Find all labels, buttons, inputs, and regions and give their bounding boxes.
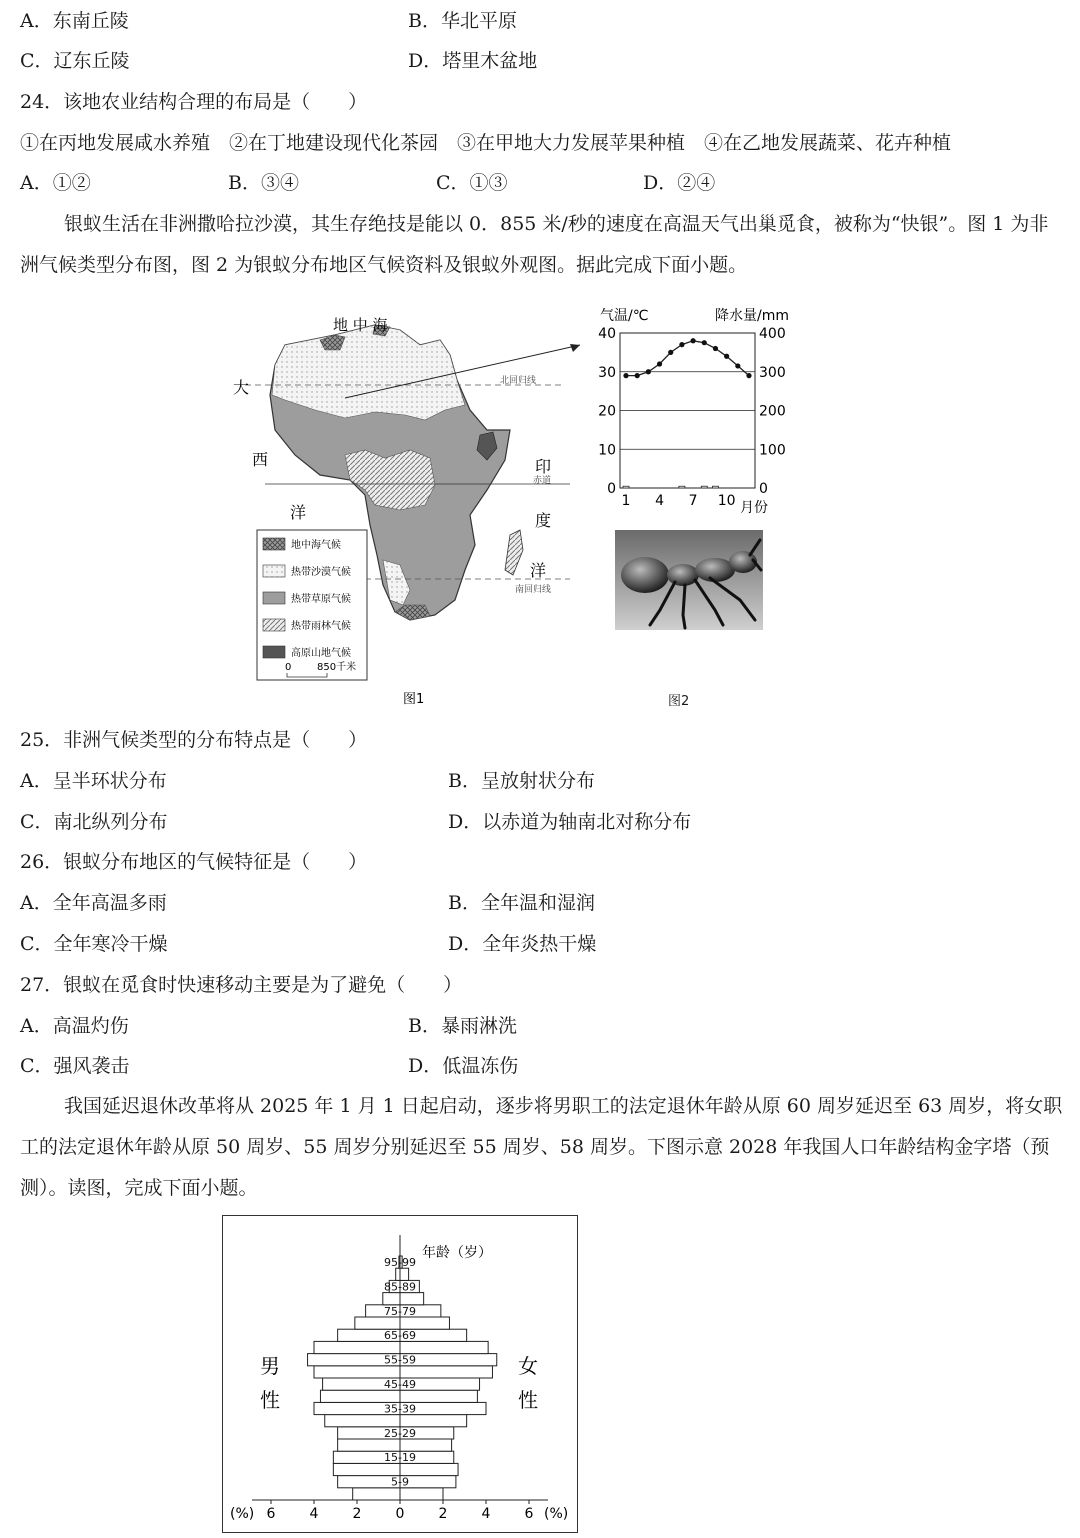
pyramid-x-tick: 6 bbox=[266, 1506, 276, 1522]
climate-y-tick: 10 bbox=[598, 442, 616, 459]
pyramid-pct-left: (%) bbox=[230, 1506, 255, 1522]
ant-intro-paragraph: 银蚁生活在非洲撒哈拉沙漠，其生存绝技是能以 0．855 米/秒的速度在高温天气出巢觅食，被称为“快银”。图 1 为非洲气候类型分布图，图 2 为银蚁分布地区气候资料及银蚁外观图。据此完成下面小题。 bbox=[20, 213, 1049, 276]
precipitation-bar bbox=[712, 486, 718, 488]
temperature-point bbox=[657, 361, 662, 366]
legend-label-rainforest: 热带雨林气候 bbox=[291, 621, 351, 632]
female-bar bbox=[400, 1463, 458, 1475]
q27-option-c[interactable]: C．强风袭击 bbox=[20, 1055, 130, 1077]
label-equator: 赤道 bbox=[533, 476, 552, 486]
male-bar bbox=[320, 1390, 400, 1402]
figure2-caption: 图2 bbox=[668, 694, 690, 709]
female-bar bbox=[400, 1390, 477, 1402]
label-yin: 印 bbox=[535, 457, 552, 476]
q25-option-b[interactable]: B．呈放射状分布 bbox=[448, 770, 595, 792]
q24-items: ①在丙地发展咸水养殖 ②在丁地建设现代化茶园 ③在甲地大力发展苹果种植 ④在乙地发展蔬菜、花卉种植 bbox=[20, 132, 952, 154]
q25-option-c[interactable]: C．南北纵列分布 bbox=[20, 811, 168, 833]
climate-y-tick: 30 bbox=[598, 364, 616, 381]
pyramid-pct-right: (%) bbox=[544, 1506, 569, 1522]
q26-option-c[interactable]: C．全年寒冷干燥 bbox=[20, 933, 168, 955]
temperature-point bbox=[679, 342, 684, 347]
temperature-point bbox=[735, 363, 740, 368]
temperature-point bbox=[690, 338, 695, 343]
pyramid-x-tick: 0 bbox=[395, 1506, 405, 1522]
female-bar bbox=[400, 1366, 492, 1378]
male-bar bbox=[353, 1488, 400, 1500]
pyramid-female-1: 女 bbox=[518, 1354, 538, 1378]
male-bar bbox=[396, 1268, 400, 1280]
climate-x-tick: 1 bbox=[621, 493, 631, 509]
female-bar bbox=[400, 1341, 488, 1353]
q24-option-c[interactable]: C．①③ bbox=[436, 172, 508, 194]
legend-label-highland: 高原山地气候 bbox=[291, 648, 351, 659]
temperature-point bbox=[713, 346, 718, 351]
climate-y2-tick: 300 bbox=[759, 364, 786, 381]
q26-option-b[interactable]: B．全年温和湿润 bbox=[448, 892, 595, 914]
age-group-label: 95-99 bbox=[384, 1256, 416, 1269]
silver-ant-photo bbox=[615, 530, 763, 630]
q27-option-a[interactable]: A．高温灼伤 bbox=[20, 1015, 129, 1037]
climate-y2-tick: 0 bbox=[759, 481, 768, 497]
pyramid-x-tick: 6 bbox=[524, 1506, 534, 1522]
climate-chart bbox=[595, 300, 810, 520]
climate-grid bbox=[620, 333, 755, 488]
male-bar bbox=[333, 1463, 400, 1475]
population-pyramid bbox=[222, 1215, 578, 1533]
legend-swatch-desert bbox=[263, 565, 285, 577]
male-bar bbox=[338, 1439, 400, 1451]
legend-swatch-savanna bbox=[263, 592, 285, 604]
precipitation-bar bbox=[623, 486, 629, 488]
pyramid-male-1: 男 bbox=[260, 1354, 280, 1378]
female-bar bbox=[400, 1317, 449, 1329]
temperature-point bbox=[702, 340, 707, 345]
climate-left-title: 气温/℃ bbox=[600, 308, 649, 324]
male-bar bbox=[314, 1366, 400, 1378]
arrow-head-icon bbox=[570, 344, 580, 352]
pyramid-age-title: 年龄（岁） bbox=[422, 1245, 492, 1261]
climate-x-tick: 10 bbox=[717, 493, 736, 509]
q23-option-b[interactable]: B．华北平原 bbox=[408, 10, 517, 32]
age-group-label: 5-9 bbox=[391, 1475, 409, 1489]
male-bar bbox=[383, 1293, 400, 1305]
age-group-label: 65-69 bbox=[384, 1329, 416, 1343]
climate-y-tick: 40 bbox=[598, 326, 616, 342]
legend-label-mediterranean: 地中海气候 bbox=[291, 540, 341, 551]
male-bar bbox=[325, 1415, 400, 1427]
q25-option-a[interactable]: A．呈半环状分布 bbox=[20, 770, 167, 792]
climate-y2-tick: 400 bbox=[759, 326, 786, 342]
temperature-point bbox=[623, 373, 628, 378]
legend-swatch-rainforest bbox=[263, 619, 285, 631]
scale-label: 850千米 bbox=[317, 662, 357, 673]
q24-option-a[interactable]: A．①② bbox=[20, 172, 91, 194]
female-bar bbox=[400, 1268, 409, 1280]
q24-option-b[interactable]: B．③④ bbox=[228, 172, 299, 194]
q27-option-d[interactable]: D．低温冻伤 bbox=[408, 1055, 519, 1077]
climate-x-tick: 7 bbox=[688, 493, 698, 509]
temperature-point bbox=[635, 373, 640, 378]
temperature-points bbox=[623, 338, 751, 378]
climate-y-tick: 0 bbox=[607, 481, 616, 497]
age-group-label: 75-79 bbox=[384, 1304, 416, 1318]
q26-stem: 26．银蚁分布地区的气候特征是（ ） bbox=[20, 851, 368, 873]
legend-swatch-highland bbox=[263, 646, 285, 658]
female-bar bbox=[400, 1488, 443, 1500]
q23-option-c[interactable]: C．辽东丘陵 bbox=[20, 50, 130, 72]
pyramid-x-tick: 2 bbox=[438, 1506, 448, 1522]
climate-x-tick: 4 bbox=[655, 493, 665, 509]
precipitation-bar bbox=[679, 486, 685, 488]
legend-swatch-mediterranean bbox=[263, 538, 285, 550]
label-yang: 洋 bbox=[290, 503, 307, 522]
climate-right-title: 降水量/mm bbox=[715, 308, 789, 324]
climate-x-unit: 月份 bbox=[740, 500, 768, 516]
q23-option-d[interactable]: D．塔里木盆地 bbox=[408, 50, 538, 72]
q23-option-a[interactable]: A．东南丘陵 bbox=[20, 10, 129, 32]
legend-label-savanna: 热带草原气候 bbox=[291, 594, 351, 605]
pyramid-x-tick: 2 bbox=[352, 1506, 362, 1522]
pyramid-female-2: 性 bbox=[518, 1388, 538, 1412]
precipitation-bar bbox=[701, 486, 707, 488]
label-tropic-south: 南回归线 bbox=[515, 585, 552, 595]
label-du: 度 bbox=[535, 511, 552, 530]
q25-option-d[interactable]: D．以赤道为轴南北对称分布 bbox=[448, 811, 692, 833]
temperature-point bbox=[668, 350, 673, 355]
legend-label-desert: 热带沙漠气候 bbox=[291, 567, 351, 578]
pyramid-male-2: 性 bbox=[260, 1388, 280, 1412]
female-bar bbox=[400, 1293, 424, 1305]
figure1-caption: 图1 bbox=[403, 692, 425, 707]
climate-tick-labels bbox=[598, 326, 786, 509]
female-bar bbox=[400, 1415, 467, 1427]
temperature-line bbox=[626, 341, 749, 376]
climate-y2-tick: 100 bbox=[759, 442, 786, 459]
pyramid-x-tick: 4 bbox=[481, 1506, 491, 1522]
age-group-label: 25-29 bbox=[384, 1426, 416, 1440]
age-group-label: 45-49 bbox=[384, 1378, 416, 1391]
female-bar bbox=[400, 1439, 452, 1451]
male-bar bbox=[355, 1317, 400, 1329]
male-bar bbox=[314, 1341, 400, 1353]
age-group-label: 15-19 bbox=[384, 1451, 416, 1465]
label-yang2: 洋 bbox=[530, 561, 547, 580]
age-group-label: 55-59 bbox=[384, 1353, 416, 1367]
q26-option-d[interactable]: D．全年炎热干燥 bbox=[448, 933, 597, 955]
population-intro-paragraph: 我国延迟退休改革将从 2025 年 1 月 1 日起启动，逐步将男职工的法定退休年龄从原 60 周岁延迟至 63 周岁，将女职工的法定退休年龄从原 50 周岁、55 周岁分别延迟至 55 周岁、58 周岁。下图示意 2028 年我国人口年龄结构金字塔（预测）。读图，完成下面小题。 bbox=[20, 1095, 1063, 1199]
q24-option-d[interactable]: D．②④ bbox=[643, 172, 716, 194]
africa-climate-map bbox=[225, 300, 605, 710]
q25-stem: 25．非洲气候类型的分布特点是（ ） bbox=[20, 729, 368, 751]
temperature-point bbox=[724, 354, 729, 359]
age-group-label: 35-39 bbox=[384, 1402, 416, 1416]
label-xi: 西 bbox=[252, 450, 269, 469]
climate-y-tick: 20 bbox=[598, 403, 616, 420]
madagascar bbox=[505, 530, 523, 575]
q26-option-a[interactable]: A．全年高温多雨 bbox=[20, 892, 167, 914]
pyramid-x-tick: 4 bbox=[309, 1506, 319, 1522]
rainforest-region bbox=[345, 450, 435, 510]
label-tropic-north: 北回归线 bbox=[500, 376, 537, 386]
q27-stem: 27．银蚁在觅食时快速移动主要是为了避免（ ） bbox=[20, 974, 463, 996]
q24-stem: 24．该地农业结构合理的布局是（ ） bbox=[20, 91, 368, 113]
age-group-label: 85-89 bbox=[384, 1280, 416, 1294]
label-mediterranean-sea: 地 中 海 bbox=[333, 316, 388, 334]
temperature-point bbox=[746, 373, 751, 378]
temperature-point bbox=[646, 369, 651, 374]
scale-zero: 0 bbox=[285, 662, 292, 673]
q27-option-b[interactable]: B．暴雨淋洗 bbox=[408, 1015, 517, 1037]
label-da: 大 bbox=[233, 378, 250, 397]
climate-y2-tick: 200 bbox=[759, 403, 786, 420]
